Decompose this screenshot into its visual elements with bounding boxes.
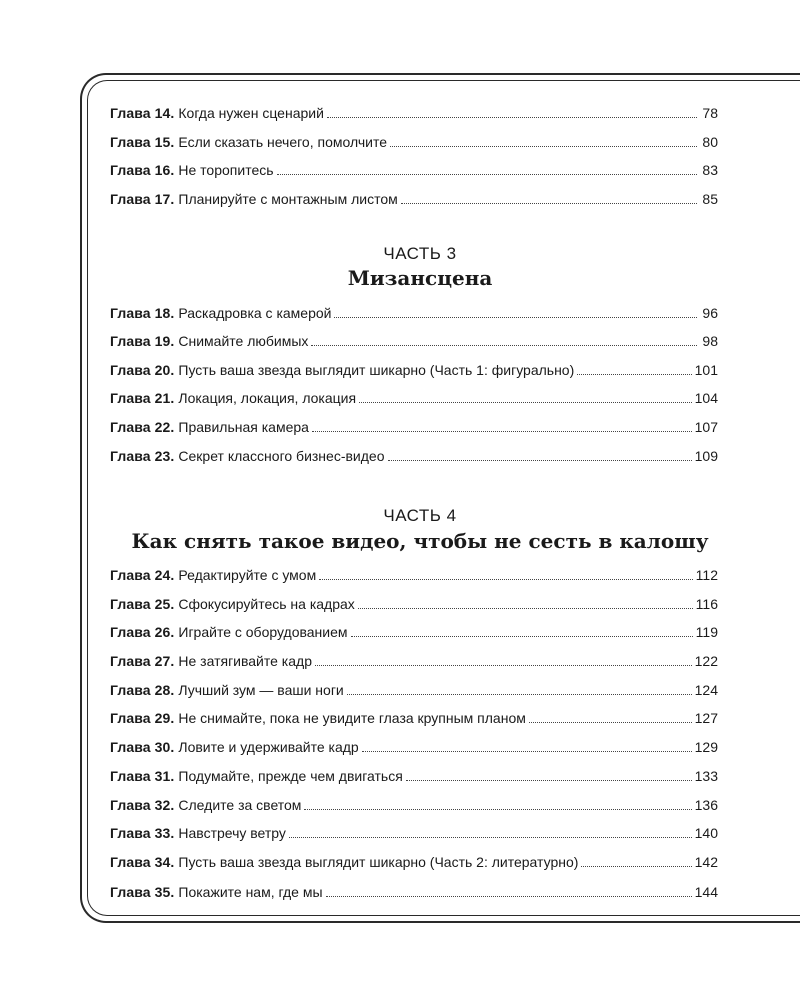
chapter-label: Глава 33. — [110, 825, 175, 841]
page-number: 140 — [694, 825, 718, 841]
page-number: 136 — [694, 797, 718, 813]
toc-entry[interactable] — [110, 565, 718, 585]
chapter-title: Следите за светом — [178, 797, 302, 813]
page-number: 83 — [702, 162, 718, 178]
chapter-title: Пусть ваша звезда выглядит шикарно (Часть 1: фигурально) — [178, 362, 575, 378]
chapter-label: Глава 31. — [110, 768, 175, 784]
dot-leader — [347, 693, 692, 695]
toc-entry[interactable] — [110, 132, 718, 152]
chapter-title: Когда нужен сценарий — [178, 105, 324, 121]
dot-leader — [390, 145, 697, 147]
chapter-title: Ловите и удерживайте кадр — [178, 739, 359, 755]
toc-entry[interactable] — [110, 303, 718, 323]
dot-leader — [388, 459, 692, 461]
dot-leader — [529, 721, 692, 723]
toc-entry[interactable] — [110, 331, 718, 351]
dot-leader — [315, 664, 692, 666]
chapter-title: Снимайте любимых — [178, 333, 309, 349]
page-number: 124 — [694, 682, 718, 698]
chapter-title: Лучший зум — ваши ноги — [178, 682, 344, 698]
chapter-label: Глава 35. — [110, 884, 175, 900]
toc-entry[interactable] — [110, 882, 718, 902]
dot-leader — [319, 578, 692, 580]
chapter-title: Секрет классного бизнес-видео — [178, 448, 385, 464]
toc-entry[interactable] — [110, 680, 718, 700]
page-number: 142 — [694, 854, 718, 870]
chapter-title: Навстречу ветру — [178, 825, 286, 841]
chapter-title: Играйте с оборудованием — [178, 624, 348, 640]
chapter-title: Локация, локация, локация — [178, 390, 357, 406]
chapter-label: Глава 27. — [110, 653, 175, 669]
chapter-label: Глава 24. — [110, 567, 175, 583]
toc-entry[interactable] — [110, 737, 718, 757]
page-number: 127 — [694, 710, 718, 726]
chapter-title: Пусть ваша звезда выглядит шикарно (Часть 2: литературно) — [178, 854, 579, 870]
page-number: 122 — [694, 653, 718, 669]
chapter-label: Глава 14. — [110, 105, 175, 121]
chapter-label: Глава 26. — [110, 624, 175, 640]
chapter-label: Глава 20. — [110, 362, 175, 378]
page-number: 96 — [702, 305, 718, 321]
chapter-title: Не торопитесь — [178, 162, 274, 178]
page-number: 109 — [694, 448, 718, 464]
dot-leader — [312, 430, 692, 432]
part-4-title: Как снять такое видео, чтобы не сесть в калошу — [131, 529, 709, 553]
toc-entry[interactable] — [110, 823, 718, 843]
dot-leader — [401, 202, 697, 204]
chapter-title: Правильная камера — [178, 419, 309, 435]
toc-entry[interactable] — [110, 103, 718, 123]
dot-leader — [577, 373, 691, 375]
toc-entry[interactable] — [110, 852, 718, 872]
chapter-label: Глава 23. — [110, 448, 175, 464]
chapter-label: Глава 18. — [110, 305, 175, 321]
chapter-title: Не снимайте, пока не увидите глаза крупным планом — [178, 710, 526, 726]
part-4-label: ЧАСТЬ 4 — [383, 506, 457, 525]
chapter-title: Не затягивайте кадр — [178, 653, 312, 669]
page-number: 98 — [702, 333, 718, 349]
toc-entry[interactable] — [110, 594, 718, 614]
toc-entry[interactable] — [110, 417, 718, 437]
dot-leader — [581, 865, 691, 867]
dot-leader — [359, 401, 692, 403]
toc-entry[interactable] — [110, 189, 718, 209]
dot-leader — [327, 116, 697, 118]
page-number: 144 — [694, 884, 718, 900]
dot-leader — [406, 779, 692, 781]
chapter-title: Сфокусируйтесь на кадрах — [178, 596, 355, 612]
chapter-title: Если сказать нечего, помолчите — [178, 134, 387, 150]
toc-entry[interactable] — [110, 766, 718, 786]
page-number: 85 — [702, 191, 718, 207]
chapter-label: Глава 30. — [110, 739, 175, 755]
dot-leader — [277, 173, 697, 175]
chapter-title: Раскадровка с камерой — [178, 305, 332, 321]
page-number: 107 — [694, 419, 718, 435]
chapter-label: Глава 28. — [110, 682, 175, 698]
page-number: 129 — [694, 739, 718, 755]
toc-entry[interactable] — [110, 622, 718, 642]
chapter-title: Редактируйте с умом — [178, 567, 317, 583]
dot-leader — [326, 895, 692, 897]
page-number: 78 — [702, 105, 718, 121]
chapter-label: Глава 17. — [110, 191, 175, 207]
chapter-label: Глава 25. — [110, 596, 175, 612]
page-number: 119 — [695, 624, 718, 640]
chapter-title: Планируйте с монтажным листом — [178, 191, 398, 207]
toc-entry[interactable] — [110, 446, 718, 466]
dot-leader — [334, 316, 697, 318]
chapter-label: Глава 19. — [110, 333, 175, 349]
toc-entry[interactable] — [110, 795, 718, 815]
dot-leader — [351, 635, 693, 637]
toc-entry[interactable] — [110, 360, 718, 380]
chapter-label: Глава 21. — [110, 390, 175, 406]
chapter-label: Глава 29. — [110, 710, 175, 726]
chapter-label: Глава 16. — [110, 162, 175, 178]
part-3-label: ЧАСТЬ 3 — [383, 244, 457, 263]
dot-leader — [358, 607, 693, 609]
chapter-label: Глава 15. — [110, 134, 175, 150]
dot-leader — [362, 750, 692, 752]
chapter-title: Подумайте, прежде чем двигаться — [178, 768, 403, 784]
dot-leader — [311, 344, 697, 346]
toc-entry[interactable] — [110, 388, 718, 408]
toc-entry[interactable] — [110, 160, 718, 180]
dot-leader — [289, 836, 692, 838]
page-number: 104 — [694, 390, 718, 406]
toc-entry[interactable] — [110, 708, 718, 728]
chapter-label: Глава 34. — [110, 854, 175, 870]
chapter-label: Глава 22. — [110, 419, 175, 435]
page-number: 112 — [695, 567, 718, 583]
page-number: 116 — [695, 596, 718, 612]
page-number: 101 — [694, 362, 718, 378]
part-3-title: Мизансцена — [347, 266, 493, 290]
page-number: 80 — [702, 134, 718, 150]
dot-leader — [304, 808, 691, 810]
page-number: 133 — [694, 768, 718, 784]
chapter-title: Покажите нам, где мы — [178, 884, 323, 900]
toc-entry[interactable] — [110, 651, 718, 671]
chapter-label: Глава 32. — [110, 797, 175, 813]
